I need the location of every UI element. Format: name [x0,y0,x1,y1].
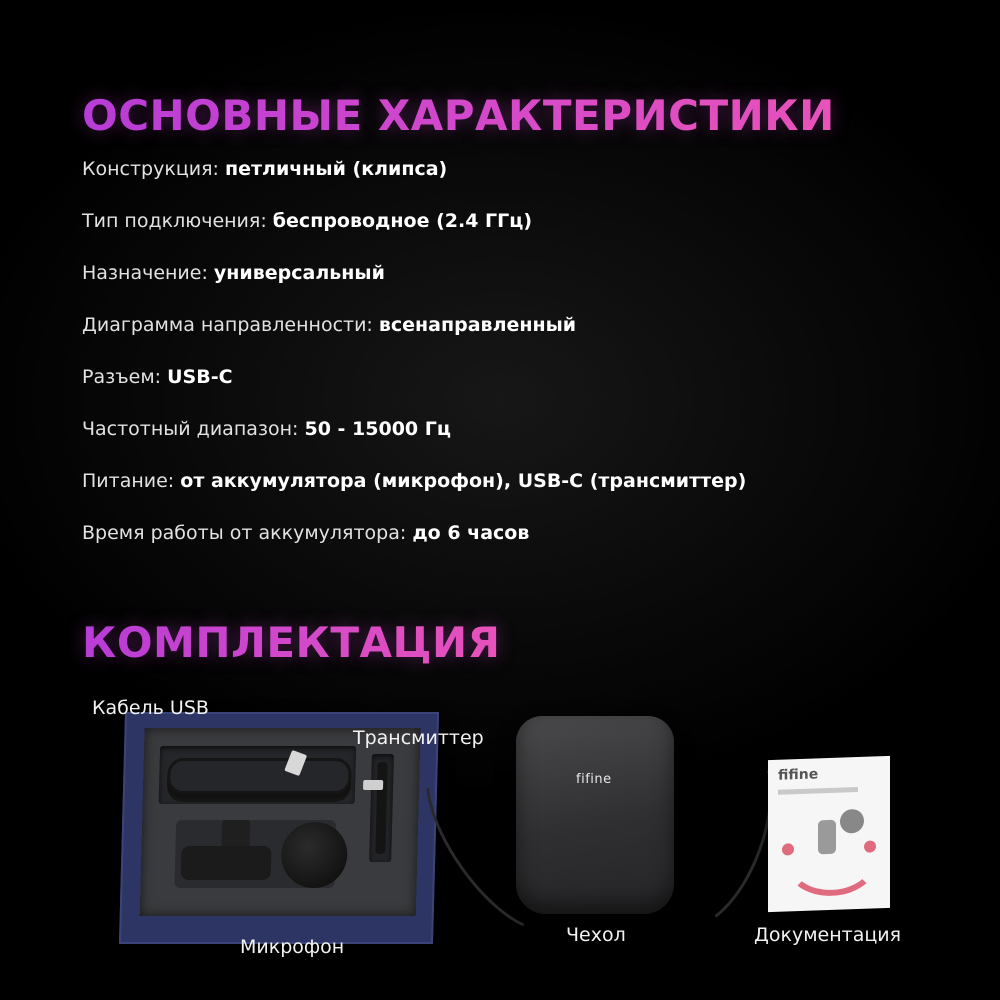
spec-row-battery-life [82,521,746,573]
doc-subtitle-line [778,787,858,795]
spec-label: Тип подключения: [82,210,267,232]
spec-value: беспроводное (2.4 ГГц) [272,210,533,232]
transmitter-plug [363,780,383,790]
microphone-image [174,820,336,888]
specs-heading: ОСНОВНЫЕ ХАРАКТЕРИСТИКИ [82,91,835,140]
microphone-windscreen [280,822,348,888]
spec-label: Частотный диапазон: [82,418,299,440]
documentation-label: Документация [754,924,902,946]
spec-label: Назначение: [82,262,208,284]
spec-value: от аккумулятора (микрофон), USB-C (трансмиттер) [180,470,747,492]
spec-value: USB-C [167,366,233,388]
spec-row-connection [82,209,746,261]
spec-row-power [82,469,746,521]
spec-value: 50 - 15000 Гц [304,418,451,440]
transmitter-label: Трансмиттер [353,727,484,749]
doc-brand-logo: fifine [778,766,819,784]
specs-list [82,157,746,573]
doc-transmitter-graphic [818,820,836,855]
spec-row-purpose [82,261,746,313]
documentation-booklet-image [768,756,890,912]
doc-microphone-graphic [840,809,864,834]
spec-label: Время работы от аккумулятора: [82,522,407,544]
transmitter-body [375,762,387,854]
spec-label: Конструкция: [82,158,219,180]
spec-row-frequency [82,417,746,469]
kit-heading: КОМПЛЕКТАЦИЯ [82,618,501,667]
spec-label: Разъем: [82,366,162,388]
spec-label: Диаграмма направленности: [82,314,373,336]
microphone-body [181,846,272,880]
spec-value: до 6 часов [412,522,530,544]
spec-value: универсальный [213,262,385,284]
case-label: Чехол [566,924,626,946]
spec-label: Питание: [82,470,175,492]
spec-value: всенаправленный [378,314,577,336]
box-tray [140,728,421,916]
microphone-label: Микрофон [240,936,345,958]
usb-cable-image [159,746,357,804]
case-pouch-image [516,716,674,914]
pouch-brand-logo: fifine [576,772,612,787]
spec-row-construction [82,157,746,209]
spec-value: петличный (клипса) [225,158,448,180]
cable-coil [167,758,352,794]
spec-row-polar-pattern [82,313,746,365]
transmitter-image [369,754,394,862]
spec-row-connector [82,365,746,417]
cable-label: Кабель USB [92,697,209,719]
